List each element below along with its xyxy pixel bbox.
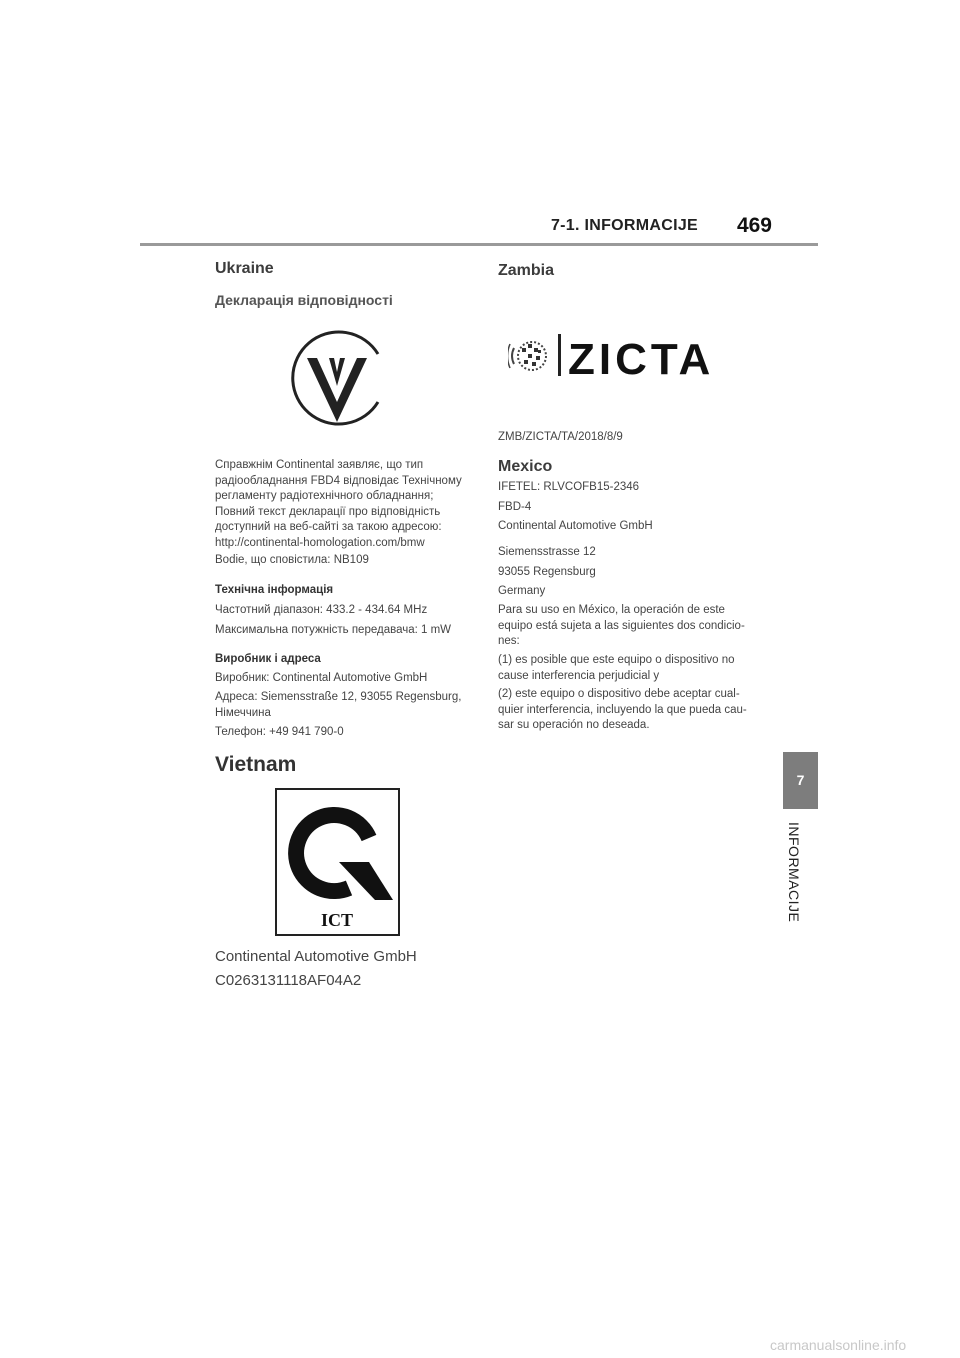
ukraine-tech-heading: Технічна інформація bbox=[215, 584, 334, 596]
zambia-approval: ZMB/ZICTA/TA/2018/8/9 bbox=[498, 431, 623, 443]
mexico-city: 93055 Regensburg bbox=[498, 566, 596, 578]
ukraine-manufacturer-heading: Виробник і адреса bbox=[215, 653, 321, 665]
vietnam-company: Continental Automotive GmbH bbox=[215, 948, 417, 965]
zicta-logo-text: ZICTA bbox=[568, 335, 715, 382]
mexico-street: Siemensstrasse 12 bbox=[498, 546, 596, 558]
mexico-company: Continental Automotive GmbH bbox=[498, 520, 653, 532]
mexico-ifetel: IFETEL: RLVCOFB15-2346 bbox=[498, 481, 640, 493]
ukraine-manufacturer: Виробник: Continental Automotive GmbH bbox=[215, 672, 428, 684]
mexico-paragraph-2: (1) es posible que este equipo o dispositivo no cause interferencia perjudicial y bbox=[498, 654, 735, 682]
ukraine-title: Ukraine bbox=[215, 260, 274, 277]
ukraine-subtitle: Декларація відповідності bbox=[215, 292, 393, 308]
mexico-paragraph-3: (2) este equipo o dispositivo debe aceptar cual- quier interferencia, incluyendo la que pueda cau- sar su operación no deseada. bbox=[498, 688, 747, 731]
header-divider bbox=[140, 243, 818, 246]
zambia-title: Zambia bbox=[498, 262, 555, 279]
page-number: 469 bbox=[736, 214, 772, 237]
vietnam-code: C0263131118AF04A2 bbox=[215, 972, 362, 989]
zicta-logo-icon bbox=[508, 330, 736, 382]
vietnam-title: Vietnam bbox=[215, 753, 297, 776]
ukraine-address: Адреса: Siemensstraße 12, 93055 Regensburg, Німеччина bbox=[215, 691, 462, 719]
mexico-country: Germany bbox=[498, 585, 546, 597]
vietnam-ict-logo-icon bbox=[275, 788, 400, 936]
mexico-model: FBD-4 bbox=[498, 501, 532, 513]
ukraine-conformity-mark-icon bbox=[285, 322, 385, 434]
ukraine-power: Максимальна потужність передавача: 1 mW bbox=[215, 624, 452, 636]
watermark: carmanualsonline.info bbox=[770, 1337, 907, 1353]
ict-logo-text: ICT bbox=[320, 910, 354, 930]
ukraine-frequency: Частотний діапазон: 433.2 - 434.64 MHz bbox=[215, 604, 428, 616]
ukraine-phone: Телефон: +49 941 790-0 bbox=[215, 726, 344, 738]
section-title: 7-1. INFORMACIJE bbox=[550, 217, 698, 234]
chapter-side-label: INFORMACIJE bbox=[786, 822, 802, 923]
mexico-paragraph-1: Para su uso en México, la operación de este equipo está sujeta a las siguientes dos condicio- nes: bbox=[498, 604, 745, 647]
ukraine-intro: Справжнім Continental заявляє, що тип радіообладнання FBD4 відповідає Технічному регламенту радіотехнічного обладнання; Повний текст декларації про відповідність доступний на веб-сайті за такою адресою: http://continental-homologation.com/bmw bbox=[215, 459, 462, 549]
mexico-title: Mexico bbox=[498, 458, 553, 475]
ukraine-notified-body: Bodie, що сповістила: NB109 bbox=[215, 554, 369, 566]
chapter-tab: 7 bbox=[783, 752, 818, 809]
